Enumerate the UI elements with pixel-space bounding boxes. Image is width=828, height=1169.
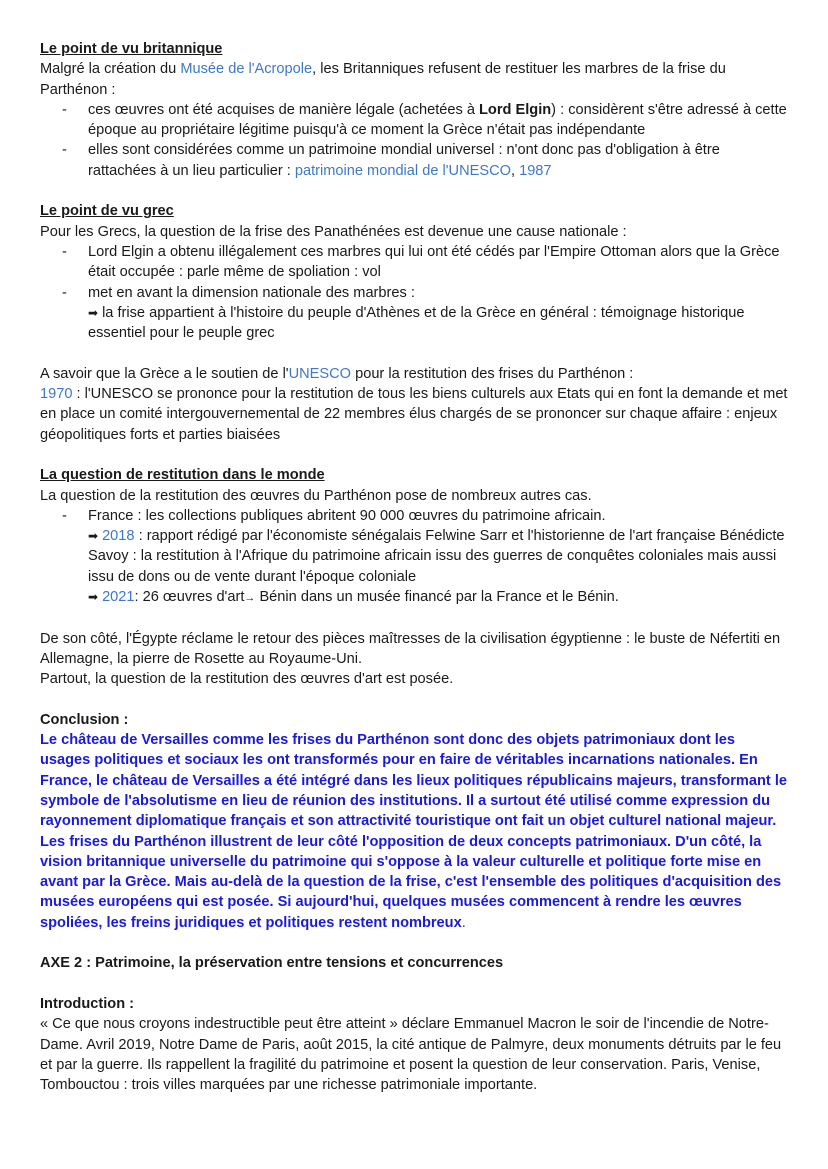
section-british-viewpoint <box>40 39 788 181</box>
text: , <box>510 162 520 179</box>
arrow-item <box>40 587 788 608</box>
list-item <box>40 283 788 303</box>
text: pour la restitution des frises du Parthénon : <box>351 365 634 382</box>
arrow-item <box>40 526 788 587</box>
section-greek-viewpoint <box>40 201 788 343</box>
text: , les Britanniques refusent de restituer les marbres de la frise du Parthénon : <box>40 61 726 98</box>
list-item <box>40 506 788 526</box>
section-restitution-world <box>40 465 788 608</box>
paragraph-introduction: « Ce que nous croyons indestructible peut être atteint » déclare Emmanuel Macron le soir de l'incendie de Notre-Dame. Avril 2019, Notre Dame de Paris, août 2015, la cité antique de Palmyre, deux monuments détruits par le feu et par la guerre. Ils rappellent la fragilité du patrimoine et posent la question de leur conservation. Paris, Venise, Tombouctou : trois villes marquées par une richesse patrimoniale importante. <box>40 1016 782 1094</box>
dash-bullet: - <box>62 101 67 118</box>
spacer <box>40 933 788 953</box>
dash-bullet: - <box>62 507 67 524</box>
arrow-right-icon: ➡ <box>88 529 99 544</box>
text: A savoir que la Grèce a le soutien de l' <box>40 365 289 382</box>
small-arrow-icon: → <box>244 592 256 605</box>
text: France : les collections publiques abritent 90 000 œuvres du patrimoine africain. <box>88 507 606 524</box>
spacer <box>40 974 788 994</box>
section-egypt <box>40 629 788 690</box>
text: ) : considèrent s'être adressé à cette époque au propriétaire légitime puisqu'à ce moment la Grèce n'était pas indépendante <box>88 101 787 139</box>
paragraph-world-intro: La question de la restitution des œuvres du Parthénon pose de nombreux autres cas. <box>40 487 592 504</box>
paragraph-egypt: De son côté, l'Égypte réclame le retour des pièces maîtresses de la civilisation égyptienne : le buste de Néfertiti en Allemagne, la pierre de Rosette au Royaume-Uni. <box>40 630 781 667</box>
link-unesco[interactable]: UNESCO <box>288 365 352 382</box>
link-1987[interactable]: 1987 <box>519 162 552 179</box>
paragraph-british-intro <box>40 59 788 100</box>
conclusion-text: Le château de Versailles comme les frises du Parthénon sont donc des objets patrimoniaux dont les usages politiques et sociaux les ont transformés pour en faire de véritables incarnations nationales. En France, le château de Versailles a été intégré dans les lieux politiques républicains majeurs, transformant le symbole de l'absolutisme en lieu de réunion des institutions. Il a surtout été utilisé comme expression du rayonnement diplomatique français et son attractivité touristique ont fait un objet culturel national majeur. Les frises du Parthénon illustrent de leur côté l'opposition de deux concepts patrimoniaux. D'un côté, la vision britannique universelle du patrimoine qui s'oppose à la valeur culturelle et politique forte mise en avant par la Grèce. Mais au-delà de la question de la frise, c'est l'ensemble des politiques d'acquisition des musées européens qui est posée. Si aujourd'hui, quelques musées commencent à rendre les œuvres spoliées, les freins juridiques et politiques restent nombreux <box>40 732 787 931</box>
text: met en avant la dimension nationale des marbres : <box>88 284 415 301</box>
dash-bullet: - <box>62 142 67 159</box>
spacer <box>40 343 788 363</box>
arrow-item <box>40 303 788 344</box>
heading-british-viewpoint: Le point de vu britannique <box>40 41 223 57</box>
paragraph-unesco-1970 <box>40 384 788 445</box>
arrow-right-icon: ➡ <box>88 305 99 320</box>
link-musee-acropole[interactable]: Musée de l'Acropole <box>180 61 313 78</box>
section-conclusion <box>40 710 788 933</box>
dash-bullet: - <box>62 243 67 260</box>
spacer <box>40 181 788 201</box>
spacer <box>40 445 788 465</box>
heading-conclusion: Conclusion : <box>40 711 129 728</box>
spacer <box>40 690 788 710</box>
text: : 26 œuvres d'art <box>134 589 245 606</box>
bold-lord-elgin: Lord Elgin <box>479 101 552 118</box>
paragraph-unesco-support <box>40 364 788 384</box>
text: Bénin dans un musée financé par la France et le Bénin. <box>255 589 619 606</box>
section-unesco <box>40 364 788 445</box>
link-2021[interactable]: 2021 <box>102 589 135 606</box>
link-patrimoine-unesco[interactable]: patrimoine mondial de l'UNESCO <box>294 162 511 179</box>
heading-greek-viewpoint: Le point de vu grec <box>40 203 174 220</box>
text: ces œuvres ont été acquises de manière légale (achetées à <box>88 101 480 118</box>
paragraph-greek-intro: Pour les Grecs, la question de la frise des Panathénées est devenue une cause nationale : <box>40 223 627 240</box>
heading-introduction: Introduction : <box>40 995 135 1012</box>
spacer <box>40 608 788 628</box>
list-item <box>40 140 788 181</box>
dash-bullet: - <box>62 284 67 301</box>
text: Malgré la création du <box>40 61 181 78</box>
list-item <box>40 242 788 283</box>
text: Lord Elgin a obtenu illégalement ces marbres qui lui ont été cédés par l'Empire Ottoman alors que la Grèce était occupée : parle même de spoliation : vol <box>88 243 780 281</box>
text: elles sont considérées comme un patrimoine mondial universel : n'ont donc pas d'obligation à être rattachées à un lieu particulier : <box>88 142 720 179</box>
list-item <box>40 100 788 141</box>
text: la frise appartient à l'histoire du peuple d'Athènes et de la Grèce en général : témoignage historique essentiel pour le peuple grec <box>88 304 745 342</box>
heading-restitution-world: La question de restitution dans le monde <box>40 467 325 484</box>
paragraph-everywhere: Partout, la question de la restitution des œuvres d'art est posée. <box>40 671 454 688</box>
text: : l'UNESCO se prononce pour la restitution de tous les biens culturels aux Etats qui en font la demande et met en place un comité intergouvernemental de 22 membres élus chargés de se prononcer sur chaque affaire : enjeux géopolitiques forts et parties biaisées <box>40 386 788 443</box>
arrow-right-icon: ➡ <box>88 590 99 605</box>
heading-axe-2: AXE 2 : Patrimoine, la préservation entre tensions et concurrences <box>40 955 504 972</box>
link-1970[interactable]: 1970 <box>40 386 73 403</box>
link-2018[interactable]: 2018 <box>102 528 135 545</box>
paragraph-conclusion <box>40 730 788 933</box>
text: : rapport rédigé par l'économiste sénégalais Felwine Sarr et l'historienne de l'art française Bénédicte Savoy : la restitution à l'Afrique du patrimoine africain issu des guerres de conquêtes coloniales mais aussi issu de dons ou de vente durant l'époque coloniale <box>88 528 785 585</box>
conclusion-end: . <box>461 914 466 931</box>
section-introduction <box>40 994 788 1095</box>
